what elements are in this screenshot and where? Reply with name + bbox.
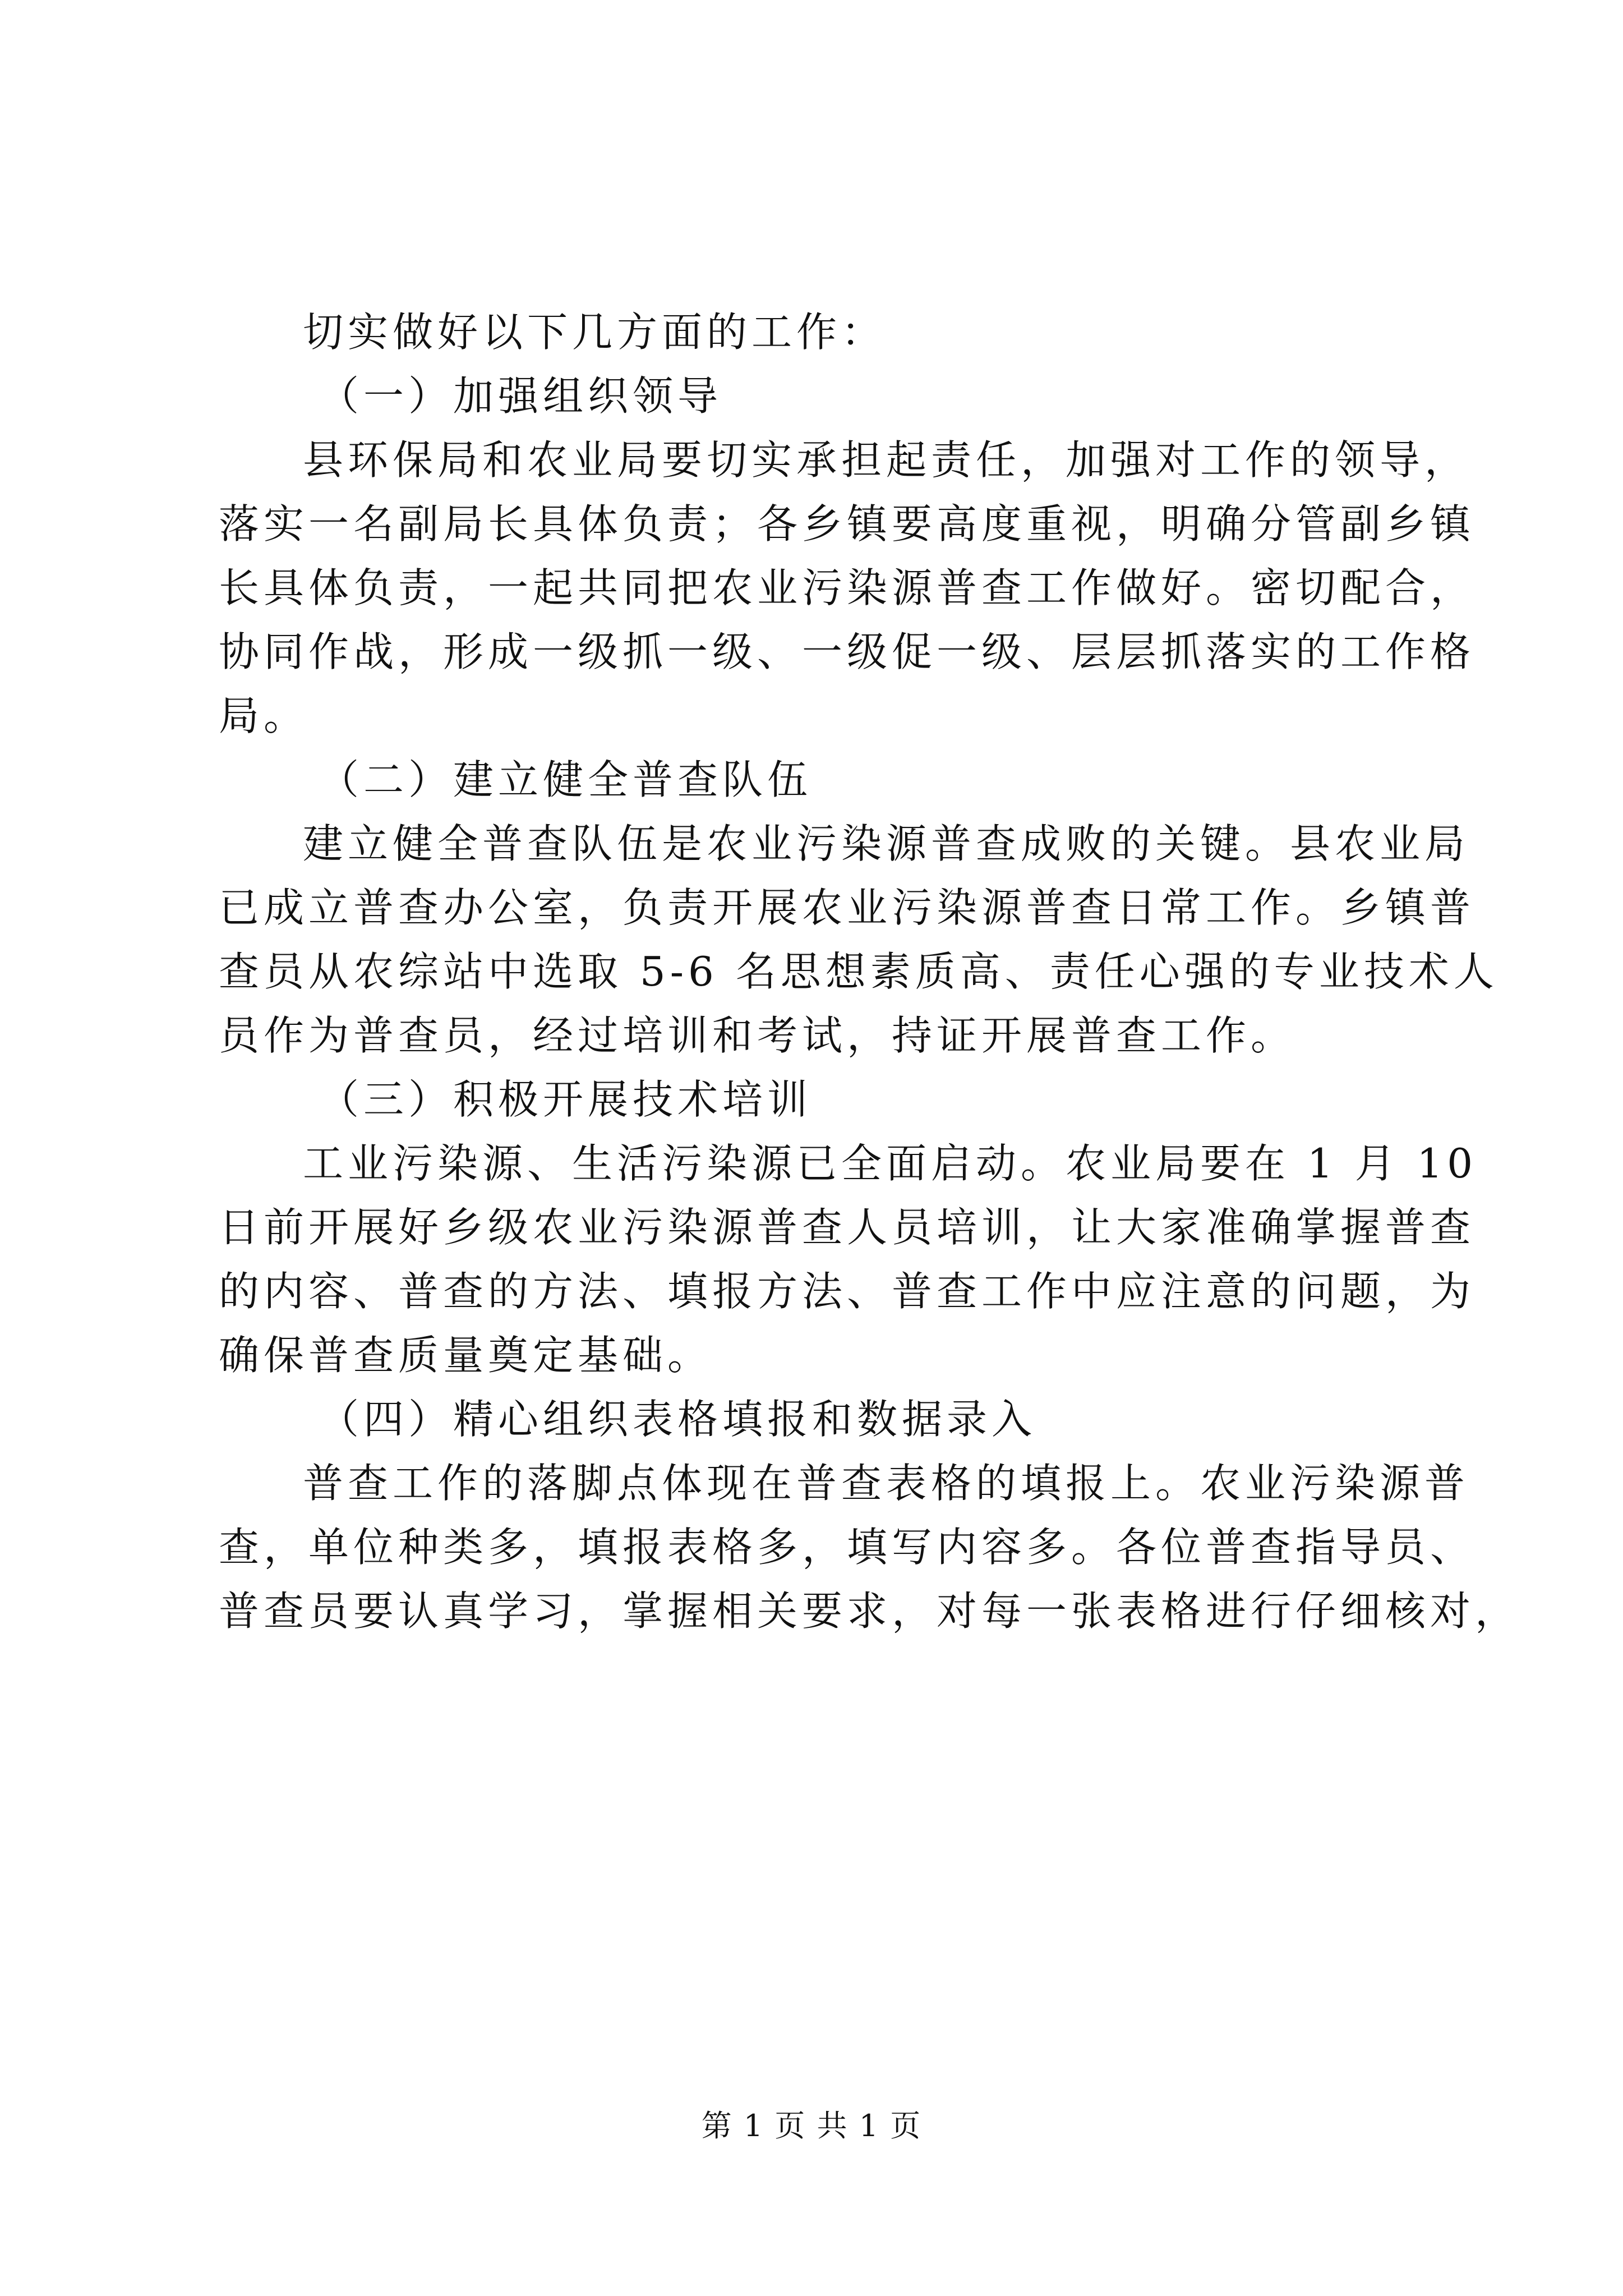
paragraph-line: 已成立普查办公室，负责开展农业污染源普查日常工作。乡镇普 [219, 884, 1476, 931]
section-heading: （一）加强组织领导 [319, 372, 723, 420]
paragraph-line: 县环保局和农业局要切实承担起责任，加强对工作的领导， [303, 436, 1470, 484]
page-number-footer: 第 1 页 共 1 页 [701, 2108, 922, 2143]
paragraph-line: 的内容、普查的方法、填报方法、普查工作中应注意的问题，为 [219, 1268, 1476, 1315]
paragraph-line: 员作为普查员，经过培训和考试，持证开展普查工作。 [219, 1012, 1296, 1059]
paragraph-line: 查，单位种类多，填报表格多，填写内容多。各位普查指导员、 [219, 1524, 1476, 1571]
paragraph-line: 工业污染源、生活污染源已全面启动。农业局要在 1 月 10 [303, 1140, 1478, 1187]
paragraph-line: 普查工作的落脚点体现在普查表格的填报上。农业污染源普 [303, 1460, 1470, 1507]
paragraph-line: 长具体负责，一起共同把农业污染源普查工作做好。密切配合， [219, 564, 1476, 611]
section-heading: （三）积极开展技术培训 [319, 1076, 813, 1123]
paragraph-line: 协同作战，形成一级抓一级、一级促一级、层层抓落实的工作格 [219, 628, 1476, 675]
paragraph-line: 日前开展好乡级农业污染源普查人员培训，让大家准确掌握普查 [219, 1204, 1476, 1251]
paragraph-line: 切实做好以下几方面的工作： [303, 309, 887, 356]
paragraph-line: 普查员要认真学习，掌握相关要求，对每一张表格进行仔细核对， [219, 1588, 1520, 1635]
paragraph-line: 落实一名副局长具体负责；各乡镇要高度重视，明确分管副乡镇 [219, 500, 1476, 547]
paragraph-line: 查员从农综站中选取 5-6 名思想素质高、责任心强的专业技术人 [219, 948, 1498, 995]
paragraph-line: 局。 [219, 692, 309, 739]
section-heading: （四）精心组织表格填报和数据录入 [319, 1396, 1037, 1443]
section-heading: （二）建立健全普查队伍 [319, 756, 813, 803]
paragraph-line: 确保普查质量奠定基础。 [219, 1332, 713, 1379]
document-body [219, 300, 1520, 1643]
paragraph-line: 建立健全普查队伍是农业污染源普查成败的关键。县农业局 [303, 820, 1470, 867]
